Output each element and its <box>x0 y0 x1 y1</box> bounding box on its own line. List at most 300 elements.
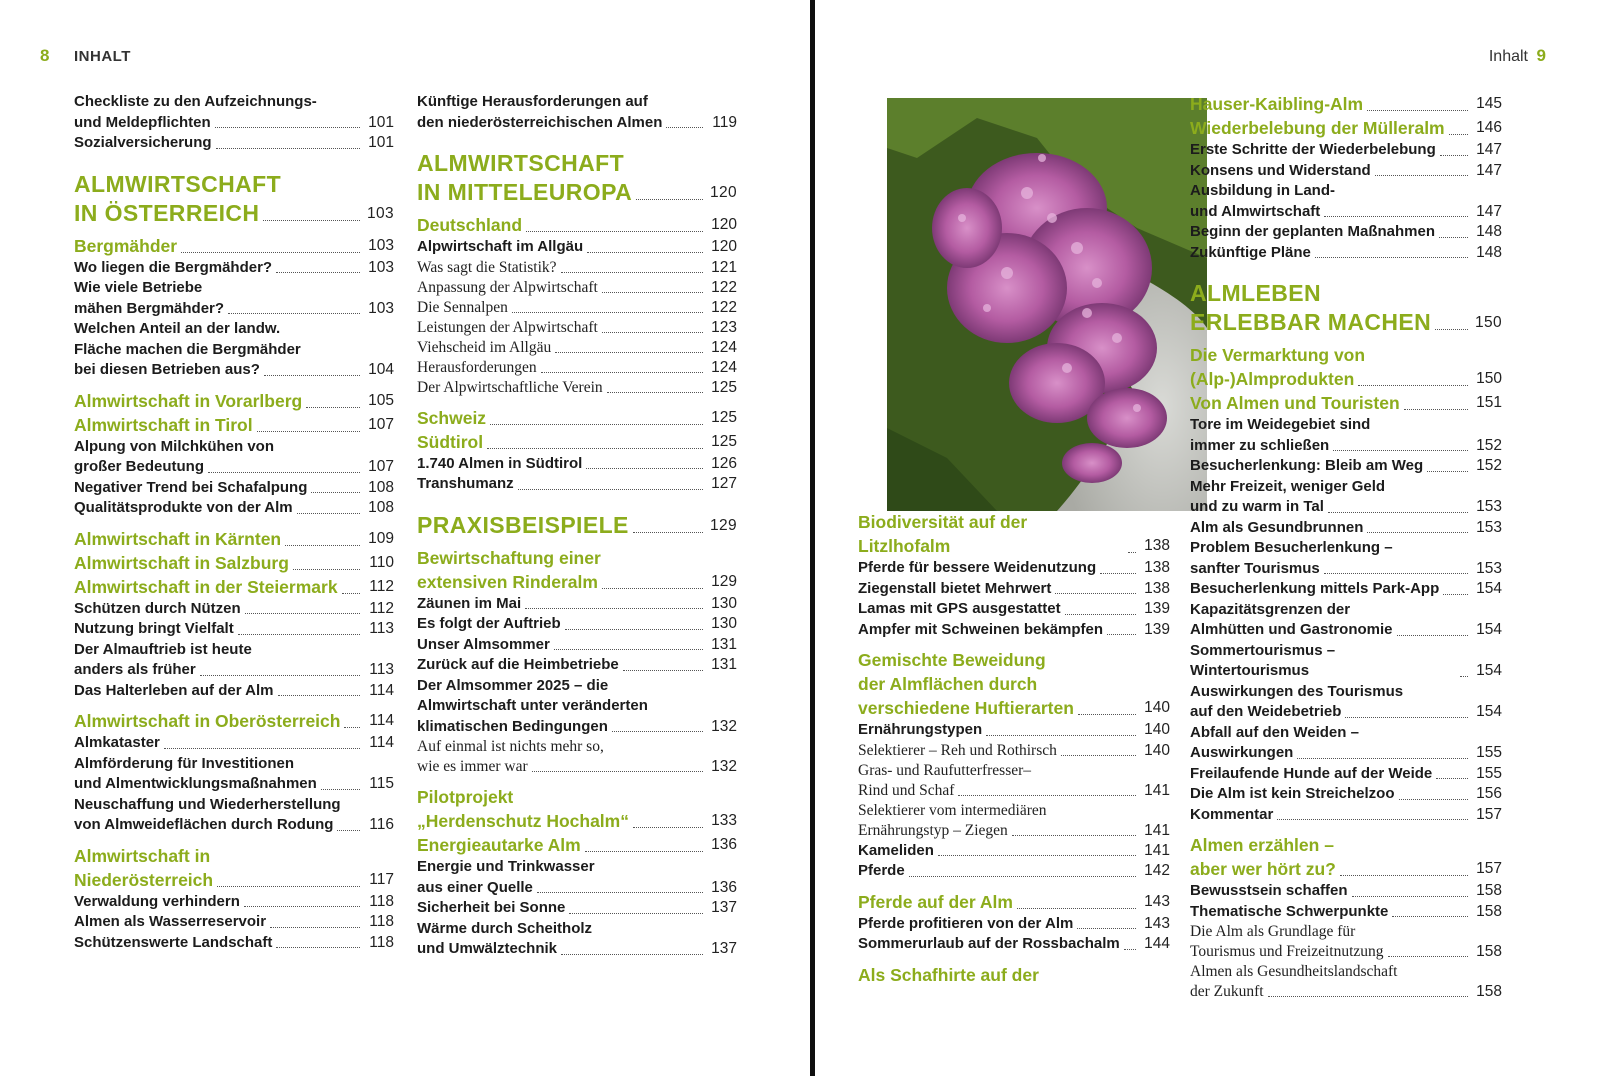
dot-leader <box>554 649 703 650</box>
toc-entry-title: Tore im Weidegebiet sind <box>1190 416 1371 433</box>
dot-leader <box>525 608 703 609</box>
toc-page-number: 138 <box>1144 579 1170 597</box>
toc-entry <box>74 319 394 340</box>
toc-page-number: 112 <box>369 577 394 595</box>
dot-leader <box>181 252 360 253</box>
toc-entry <box>858 558 1170 579</box>
toc-entry-title: anders als früher <box>74 661 196 678</box>
toc-entry-title: Ampfer mit Schweinen bekämpfen <box>858 620 1104 638</box>
toc-entry <box>1190 764 1502 785</box>
toc-entry-title: und zu warm in Tal <box>1190 498 1324 515</box>
toc-entry-title: Kapazitätsgrenzen der <box>1190 600 1351 618</box>
toc-page-number: 140 <box>1144 741 1170 759</box>
toc-subentry <box>417 298 737 318</box>
dot-leader <box>565 629 703 630</box>
dot-leader <box>612 731 703 732</box>
toc-entry <box>74 478 394 499</box>
toc-entry <box>74 299 394 320</box>
toc-entry-title: 1.740 Almen in Südtirol <box>417 454 583 472</box>
dot-leader <box>1404 409 1468 410</box>
toc-chapter-heading <box>417 513 737 538</box>
toc-page-number: 147 <box>1476 141 1502 158</box>
toc-entry <box>74 660 394 681</box>
toc-entry <box>74 457 394 478</box>
toc-subentry <box>417 338 737 358</box>
toc-entry <box>74 498 394 519</box>
toc-subentry <box>417 378 737 398</box>
dot-leader <box>1436 778 1468 779</box>
toc-entry-title: Ernährungstyp – Ziegen <box>858 821 1008 839</box>
dot-leader <box>1268 996 1468 997</box>
dot-leader <box>264 375 360 376</box>
toc-entry-title: von Almweideflächen durch Rodung <box>74 816 334 833</box>
toc-page-number: 146 <box>1476 119 1502 136</box>
dot-leader <box>342 593 360 594</box>
toc-section-heading <box>858 648 1170 672</box>
dot-leader <box>278 695 360 696</box>
toc-entry <box>417 237 737 258</box>
toc-entry-title: Nutzung bringt Vielfalt <box>74 620 234 637</box>
toc-page-number: 158 <box>1476 943 1502 960</box>
toc-subentry <box>417 278 737 298</box>
toc-entry-title: immer zu schließen <box>1190 436 1330 454</box>
toc-entry-title: Von Almen und Touristen <box>1190 393 1400 413</box>
dot-leader <box>200 675 360 676</box>
toc-page-number: 118 <box>369 933 394 951</box>
toc-section-heading <box>74 413 394 437</box>
toc-entry-title: Bewusstsein schaffen <box>1190 882 1348 899</box>
dot-leader <box>1397 635 1469 636</box>
dot-leader <box>1375 175 1468 176</box>
toc-section-heading <box>858 696 1170 720</box>
toc-subentry <box>858 761 1170 781</box>
dot-leader <box>909 876 1136 877</box>
toc-column <box>417 92 737 960</box>
dot-leader <box>633 532 703 533</box>
toc-section-heading <box>417 546 737 570</box>
toc-page-number: 152 <box>1476 457 1502 474</box>
toc-section-heading <box>417 570 737 594</box>
toc-page-number: 132 <box>711 758 737 775</box>
dot-leader <box>555 352 703 353</box>
toc-page-number: 151 <box>1476 394 1502 411</box>
dot-leader <box>1388 956 1468 957</box>
toc-section-heading <box>1190 857 1502 881</box>
toc-entry <box>74 133 394 154</box>
dot-leader <box>537 892 703 893</box>
toc-chapter-heading <box>74 201 394 226</box>
toc-page-number: 153 <box>1476 518 1502 536</box>
toc-section-heading <box>1190 833 1502 857</box>
toc-entry <box>74 754 394 775</box>
toc-section-heading <box>74 527 394 551</box>
toc-page-number: 153 <box>1476 559 1502 577</box>
toc-entry <box>1190 805 1502 826</box>
dot-leader <box>276 272 360 273</box>
toc-entry-title: Neuschaffung und Wiederherstellung <box>74 795 341 813</box>
toc-entry-title: Ausbildung in Land- <box>1190 182 1335 199</box>
toc-entry <box>1190 723 1502 744</box>
toc-entry-title: und Meldepflichten <box>74 113 211 131</box>
toc-page-number: 141 <box>1144 841 1170 859</box>
toc-entry <box>74 681 394 702</box>
toc-entry <box>1190 415 1502 436</box>
toc-entry-title: aber wer hört zu? <box>1190 859 1336 879</box>
toc-entry <box>858 720 1170 741</box>
toc-entry <box>1190 202 1502 223</box>
toc-entry <box>74 437 394 458</box>
toc-entry-title: Selektierer vom intermediären <box>858 801 1047 819</box>
toc-page-number: 114 <box>369 712 394 729</box>
dot-leader <box>1315 257 1468 258</box>
toc-section-heading <box>74 551 394 575</box>
toc-entry-title: klimatischen Bedingungen <box>417 717 608 735</box>
toc-entry-title: Zukünftige Pläne <box>1190 243 1311 261</box>
toc-entry-title: Almkataster <box>74 734 160 751</box>
toc-entry-title: ALMLEBEN <box>1190 280 1321 306</box>
toc-chapter-heading <box>1190 310 1502 335</box>
page-number: 8 <box>40 46 50 65</box>
toc-page-number: 105 <box>368 391 394 409</box>
toc-entry <box>858 841 1170 862</box>
dot-leader <box>1460 676 1468 677</box>
toc-page-number: 155 <box>1476 764 1502 782</box>
toc-entry <box>1190 559 1502 580</box>
toc-entry-title: Schweiz <box>417 407 487 428</box>
dot-leader <box>623 670 703 671</box>
dot-leader <box>1107 634 1136 635</box>
toc-section-heading <box>1190 92 1502 116</box>
toc-entry-title: Energieautarke Alm <box>417 835 581 855</box>
toc-entry <box>417 696 737 717</box>
toc-page-number: 120 <box>711 238 737 255</box>
toc-entry <box>1190 140 1502 161</box>
dot-leader <box>541 372 703 373</box>
toc-entry-title: Gemischte Beweidung <box>858 650 1046 670</box>
toc-entry-title: Auf einmal ist nichts mehr so, <box>417 738 604 755</box>
toc-entry-title: Unser Almsommer <box>417 635 550 653</box>
dot-leader <box>244 906 360 907</box>
toc-section-heading <box>74 709 394 733</box>
toc-entry <box>417 878 737 899</box>
dot-leader <box>217 886 360 887</box>
toc-page-number: 131 <box>711 635 737 653</box>
toc-page-number: 103 <box>368 299 394 317</box>
toc-page-number: 114 <box>369 681 394 699</box>
toc-page-number: 101 <box>368 134 394 151</box>
dot-leader <box>986 735 1136 736</box>
dot-leader <box>257 431 360 432</box>
toc-entry <box>74 640 394 661</box>
dot-leader <box>1333 450 1468 451</box>
dot-leader <box>1277 819 1468 820</box>
toc-entry-title: Almen als Gesundheitslandschaft <box>1190 963 1398 980</box>
toc-entry-title: Energie und Trinkwasser <box>417 858 595 875</box>
toc-page-number: 150 <box>1476 370 1502 387</box>
dot-leader <box>1324 216 1468 217</box>
toc-subentry <box>1190 922 1502 942</box>
toc-page-number: 152 <box>1476 436 1502 454</box>
toc-entry <box>858 934 1170 955</box>
toc-entry <box>417 92 737 113</box>
dot-leader <box>958 795 1136 796</box>
toc-page-number: 127 <box>711 475 737 492</box>
dot-leader <box>228 313 360 314</box>
toc-page-number: 137 <box>711 940 737 957</box>
dot-leader <box>561 954 703 955</box>
toc-entry <box>417 594 737 615</box>
toc-entry-title: Welchen Anteil an der landw. <box>74 320 281 337</box>
toc-entry-title: Beginn der geplanten Maßnahmen <box>1190 223 1436 240</box>
dot-leader <box>1358 385 1468 386</box>
toc-page-number: 147 <box>1476 202 1502 220</box>
toc-page-number: 129 <box>711 572 737 590</box>
toc-entry-title: Sommerurlaub auf der Rossbachalm <box>858 935 1120 952</box>
toc-section-heading <box>74 575 394 599</box>
toc-entry-title: Konsens und Widerstand <box>1190 161 1371 179</box>
toc-page-number: 158 <box>1476 902 1502 920</box>
toc-entry-title: Alpung von Milchkühen von <box>74 437 274 455</box>
toc-entry-title: Besucherlenkung: Bleib am Weg <box>1190 457 1424 474</box>
toc-entry-title: Herausforderungen <box>417 358 537 376</box>
toc-entry-title: Auswirkungen des Tourismus <box>1190 682 1404 700</box>
dot-leader <box>1078 714 1136 715</box>
toc-entry <box>1190 600 1502 621</box>
toc-chapter-heading <box>417 151 737 176</box>
toc-page-number: 129 <box>709 516 737 534</box>
toc-entry-title: Schützen durch Nützen <box>74 599 241 617</box>
toc-page-number: 133 <box>711 812 737 829</box>
toc-entry <box>1190 518 1502 539</box>
toc-entry <box>1190 477 1502 498</box>
toc-entry-title: Almwirtschaft in Tirol <box>74 414 253 435</box>
toc-page-number: 108 <box>368 499 394 516</box>
toc-entry-title: Wärme durch Scheitholz <box>417 919 593 937</box>
toc-entry <box>1190 497 1502 518</box>
toc-entry <box>417 454 737 475</box>
toc-section-heading <box>858 963 1170 987</box>
toc-entry-title: ERLEBBAR MACHEN <box>1190 309 1432 335</box>
toc-page-number: 125 <box>711 378 737 396</box>
right-page <box>816 0 1616 1076</box>
toc-entry-title: ALMWIRTSCHAFT <box>417 150 625 176</box>
toc-entry-title: Rind und Schaf <box>858 781 955 799</box>
toc-page-number: 103 <box>368 258 394 276</box>
toc-entry-title: Sicherheit bei Sonne <box>417 899 566 916</box>
toc-column <box>858 510 1170 987</box>
toc-entry <box>417 939 737 960</box>
dot-leader <box>526 231 703 232</box>
dot-leader <box>216 148 360 149</box>
thyme-flowers-image <box>887 98 1207 511</box>
toc-entry <box>1190 243 1502 264</box>
toc-subentry <box>1190 982 1502 1002</box>
toc-entry-title: Pferde für bessere Weidenutzung <box>858 559 1097 576</box>
toc-entry-title: und Umwälztechnik <box>417 940 558 957</box>
dot-leader <box>1128 552 1136 553</box>
toc-entry-title: Der Almauftrieb ist heute <box>74 640 252 658</box>
toc-entry-title: Lamas mit GPS ausgestattet <box>858 600 1061 617</box>
toc-page-number: 107 <box>368 458 394 475</box>
toc-page-number: 155 <box>1476 744 1502 761</box>
toc-entry-title: Almwirtschaft in Oberösterreich <box>74 711 341 731</box>
toc-entry <box>417 857 737 878</box>
toc-entry-title: großer Bedeutung <box>74 458 204 475</box>
toc-entry-title: IN ÖSTERREICH <box>74 199 260 226</box>
toc-entry-title: Zurück auf die Heimbetriebe <box>417 656 619 673</box>
toc-entry <box>417 919 737 940</box>
toc-entry <box>1190 436 1502 457</box>
dot-leader <box>1440 155 1468 156</box>
toc-entry-title: Die Alm als Grundlage für <box>1190 923 1356 940</box>
toc-page-number: 110 <box>369 553 394 571</box>
toc-subentry <box>858 801 1170 821</box>
toc-entry <box>74 619 394 640</box>
toc-page-number: 145 <box>1476 95 1502 112</box>
toc-column <box>1190 92 1502 1002</box>
toc-entry-title: Mehr Freizeit, weniger Geld <box>1190 477 1386 495</box>
toc-page-number: 121 <box>711 258 737 276</box>
toc-entry-title: IN MITTELEUROPA <box>417 179 633 205</box>
toc-page-number: 101 <box>368 113 394 131</box>
toc-entry-title: den niederösterreichischen Almen <box>417 113 663 131</box>
toc-entry-title: Bergmähder <box>74 235 178 256</box>
toc-page-number: 153 <box>1476 498 1502 515</box>
toc-page-number: 118 <box>369 892 394 910</box>
toc-entry-title: bei diesen Betrieben aus? <box>74 361 260 378</box>
toc-entry-title: Was sagt die Statistik? <box>417 258 557 276</box>
toc-entry-title: Sommertourismus – Wintertourismus <box>1190 641 1336 679</box>
toc-entry-title: Almen erzählen – <box>1190 835 1334 855</box>
toc-subentry <box>417 737 737 757</box>
dot-leader <box>607 392 703 393</box>
toc-entry-title: Problem Besucherlenkung – <box>1190 539 1393 556</box>
dot-leader <box>1017 908 1136 909</box>
toc-entry-title: Die Alm ist kein Streichelzoo <box>1190 785 1395 802</box>
toc-entry <box>1190 784 1502 805</box>
toc-entry-title: Pferde auf der Alm <box>858 891 1013 912</box>
page-number: 9 <box>1536 46 1546 65</box>
toc-entry-title: mähen Bergmähder? <box>74 299 225 317</box>
toc-entry-title: Deutschland <box>417 215 523 235</box>
toc-page-number: 119 <box>712 113 737 131</box>
toc-entry-title: Almwirtschaft in <box>74 845 211 866</box>
toc-entry-title: Es folgt der Auftrieb <box>417 615 561 632</box>
dot-leader <box>938 855 1136 856</box>
toc-entry-title: sanfter Tourismus <box>1190 559 1320 577</box>
toc-entry <box>74 815 394 836</box>
toc-entry-title: Checkliste zu den Aufzeichnungs- <box>74 93 317 110</box>
toc-section-heading <box>74 389 394 413</box>
dot-leader <box>311 492 360 493</box>
toc-page-number: 143 <box>1144 914 1170 932</box>
toc-chapter-heading <box>417 180 737 205</box>
dot-leader <box>270 927 360 928</box>
running-head: Inhalt <box>1488 48 1528 65</box>
toc-section-heading <box>417 430 737 454</box>
dot-leader <box>532 771 703 772</box>
toc-section-heading <box>74 844 394 868</box>
toc-entry-title: und Almwirtschaft <box>1190 202 1321 220</box>
toc-page-number: 130 <box>711 594 737 612</box>
toc-page-number: 144 <box>1144 935 1170 952</box>
toc-entry-title: Kommentar <box>1190 805 1274 823</box>
toc-entry-title: Wie viele Betriebe <box>74 279 203 296</box>
toc-entry <box>74 774 394 795</box>
toc-entry-title: Gras- und Raufutterfresser– <box>858 761 1032 779</box>
toc-page-number: 125 <box>711 432 737 450</box>
dot-leader <box>1449 134 1468 135</box>
toc-section-heading <box>1190 343 1502 367</box>
toc-entry <box>1190 538 1502 559</box>
toc-section-heading <box>858 890 1170 914</box>
toc-entry <box>1190 902 1502 923</box>
dot-leader <box>208 472 360 473</box>
toc-entry-title: Wiederbelebung der Mülleralm <box>1190 118 1445 138</box>
toc-entry <box>74 340 394 361</box>
toc-entry-title: Schützenswerte Landschaft <box>74 933 273 951</box>
toc-page-number: 130 <box>711 615 737 632</box>
toc-entry-title: Almhütten und Gastronomie <box>1190 621 1393 638</box>
toc-entry-title: Künftige Herausforderungen auf <box>417 93 648 110</box>
dot-leader <box>337 830 360 831</box>
dot-leader <box>1328 512 1468 513</box>
dot-leader <box>164 748 360 749</box>
dot-leader <box>1077 928 1136 929</box>
toc-entry <box>858 579 1170 600</box>
toc-entry-title: extensiven Rinderalm <box>417 571 598 592</box>
toc-subentry <box>417 258 737 278</box>
dot-leader <box>487 448 703 449</box>
dot-leader <box>1392 916 1468 917</box>
toc-entry-title: Almwirtschaft in Salzburg <box>74 552 289 573</box>
toc-page-number: 125 <box>711 408 737 426</box>
toc-page-number: 132 <box>711 717 737 735</box>
toc-entry <box>858 861 1170 882</box>
toc-entry-title: Zäunen im Mai <box>417 594 522 612</box>
dot-leader <box>1297 758 1468 759</box>
toc-entry-title: Almwirtschaft in Kärnten <box>74 528 282 549</box>
toc-page-number: 150 <box>1474 314 1502 331</box>
toc-entry-title: Transhumanz <box>417 475 514 492</box>
toc-page-number: 148 <box>1476 243 1502 261</box>
dot-leader <box>1055 593 1136 594</box>
toc-section-heading <box>417 213 737 237</box>
dot-leader <box>1012 835 1136 836</box>
toc-entry-title: Almwirtschaft unter veränderten <box>417 697 648 714</box>
toc-page-number: 154 <box>1476 580 1502 597</box>
toc-entry <box>1190 641 1502 682</box>
toc-chapter-heading <box>1190 281 1502 306</box>
toc-entry <box>1190 181 1502 202</box>
toc-entry-title: verschiedene Huftierarten <box>858 698 1074 718</box>
toc-entry <box>74 113 394 134</box>
dot-leader <box>238 634 360 635</box>
toc-entry-title: Almförderung für Investitionen <box>74 754 295 772</box>
dot-leader <box>245 613 360 614</box>
toc-entry-title: Almwirtschaft in der Steiermark <box>74 576 338 597</box>
toc-page-number: 136 <box>711 836 737 853</box>
toc-entry-title: Ziegenstall bietet Mehrwert <box>858 579 1052 597</box>
dot-leader <box>321 789 360 790</box>
toc-page-number: 122 <box>711 298 737 316</box>
toc-entry <box>1190 682 1502 703</box>
toc-entry <box>1190 881 1502 902</box>
toc-entry <box>1190 743 1502 764</box>
toc-page-number: 139 <box>1144 620 1170 638</box>
toc-entry-title: Verwaldung verhindern <box>74 892 240 910</box>
toc-subentry <box>858 781 1170 801</box>
